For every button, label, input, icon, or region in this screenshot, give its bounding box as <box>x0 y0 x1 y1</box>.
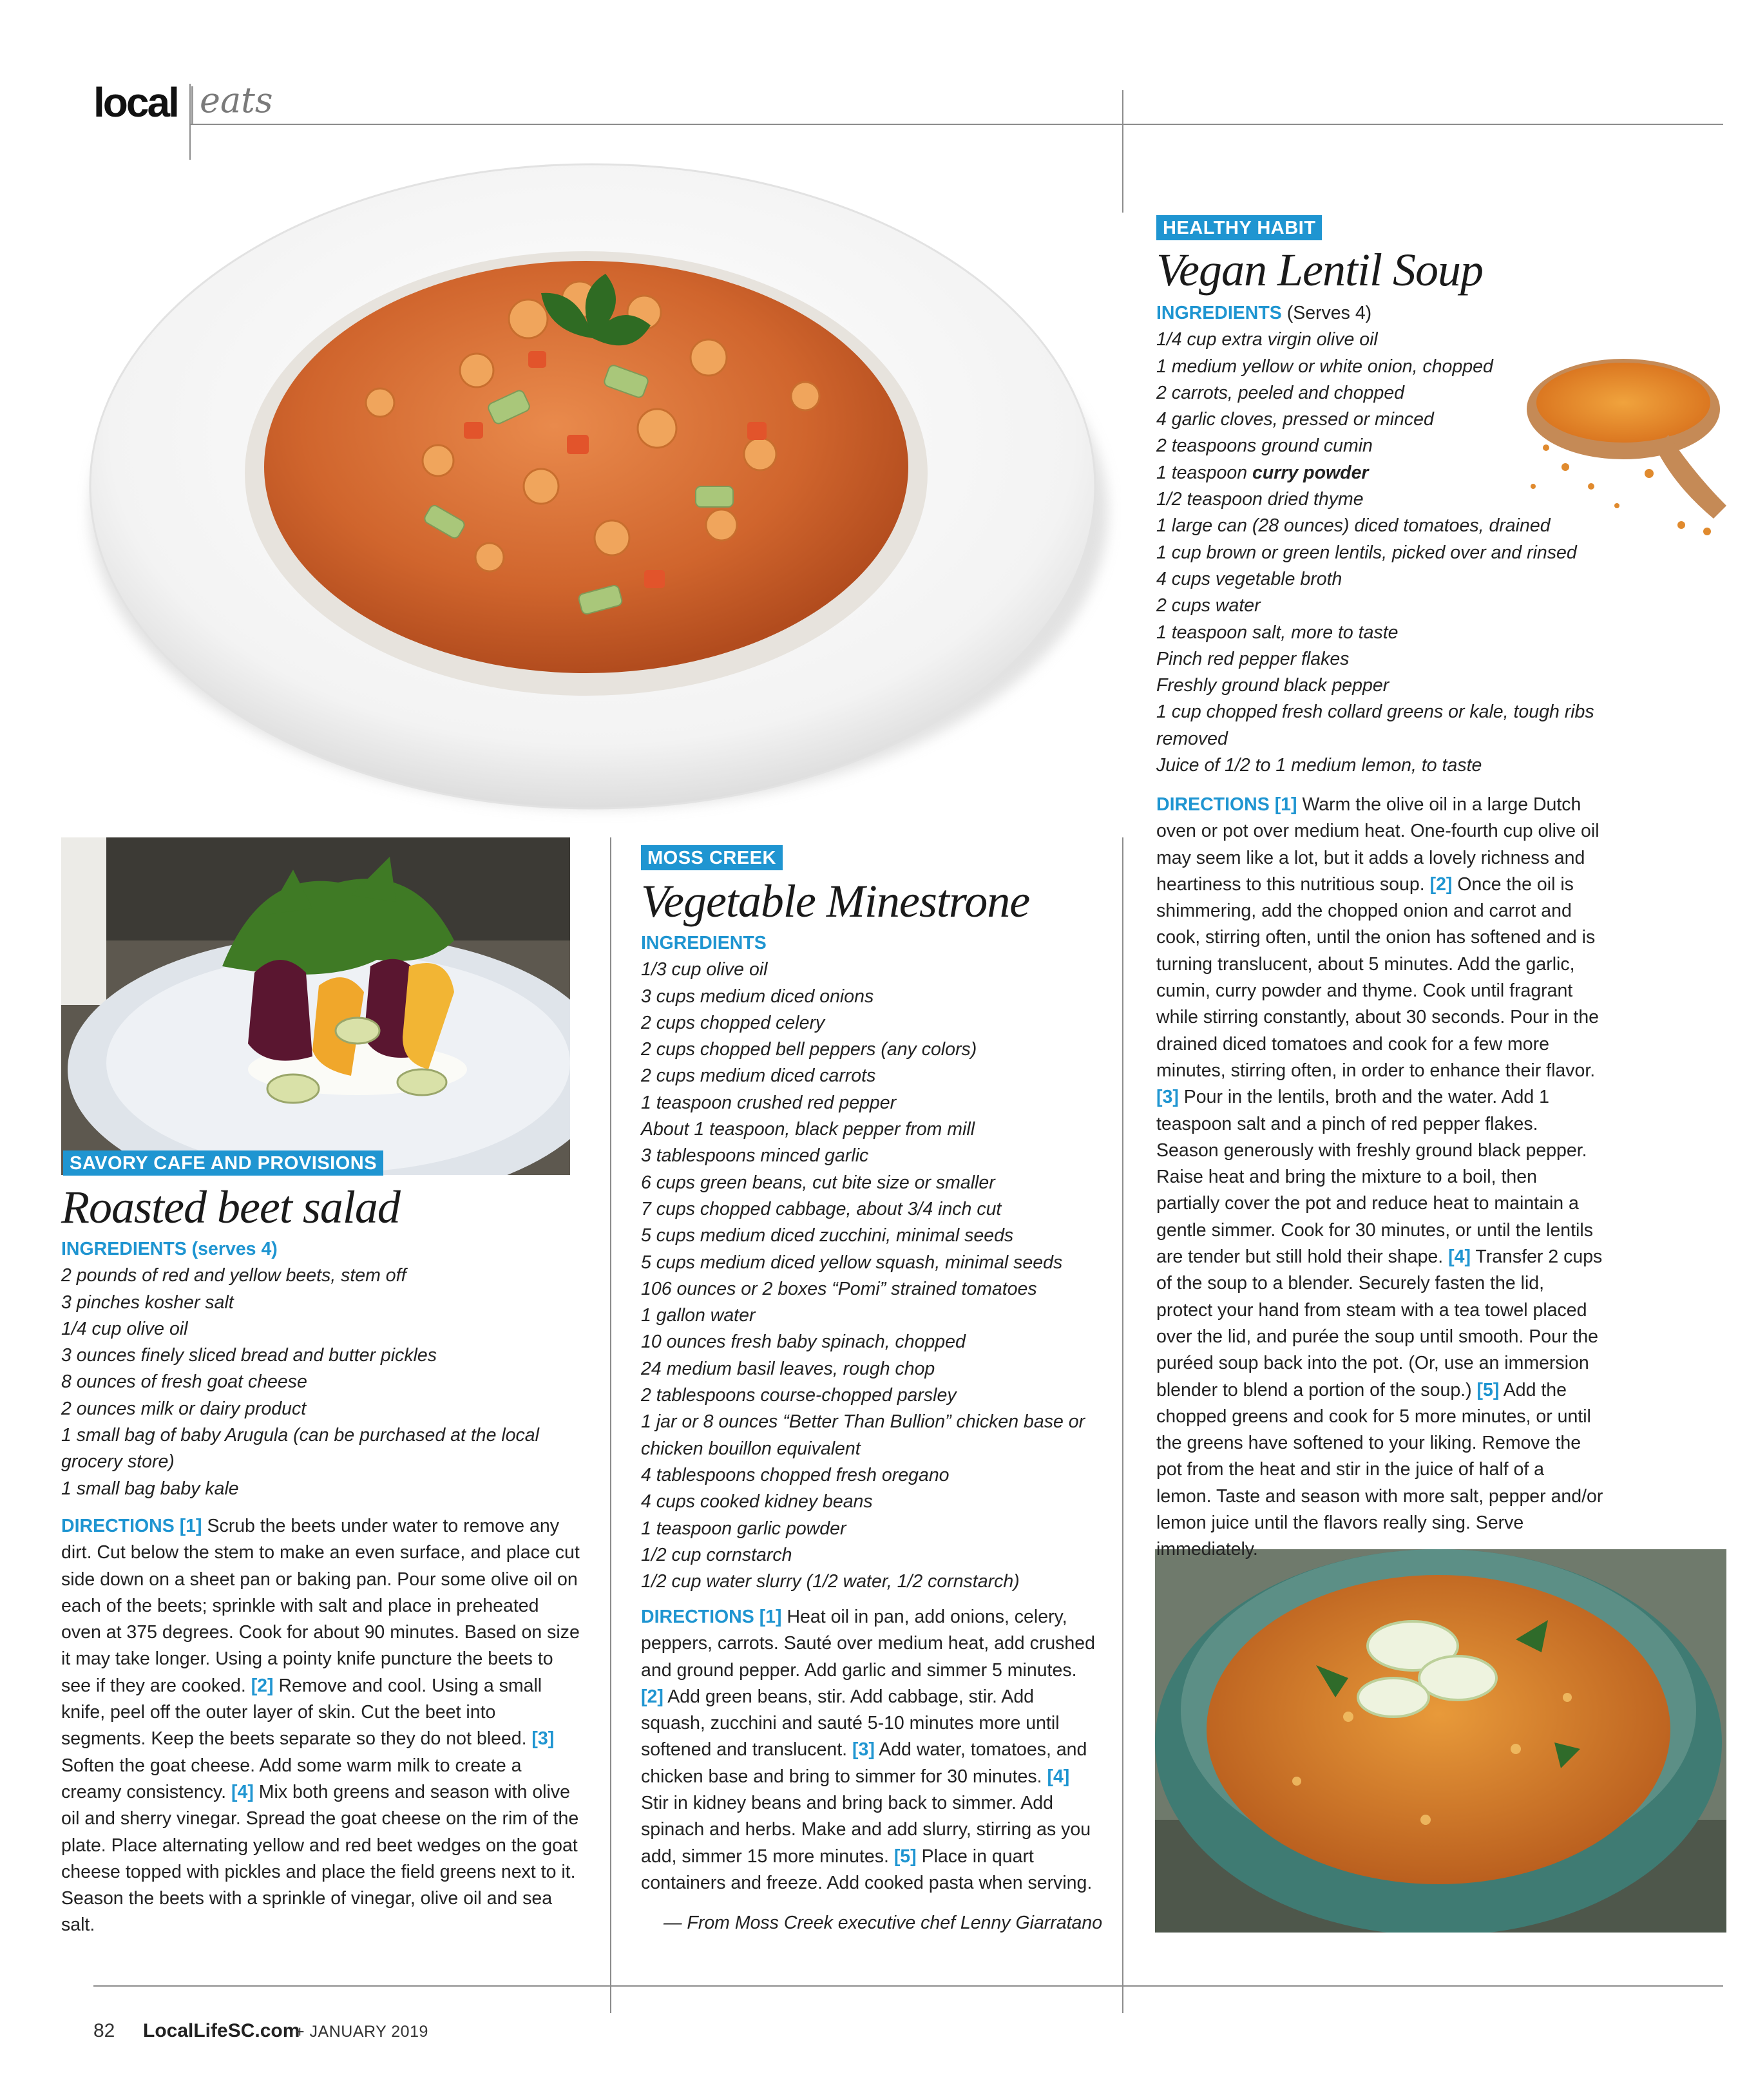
beet-directions <box>61 1513 583 1939</box>
lentil-title: Vegan Lentil Soup <box>1156 244 1483 296</box>
ingredient-item <box>1156 460 1620 486</box>
ingredient-item: 24 medium basil leaves, rough chop <box>641 1358 935 1379</box>
site-name: LocalLifeSC.com <box>143 2020 300 2041</box>
ingredient-item: 5 cups medium diced yellow squash, minimal seeds <box>641 1252 1063 1273</box>
ingredient-item <box>1156 620 1620 646</box>
step-text: Place in quart containers and freeze. Add cooked pasta when serving. <box>641 1846 1093 1893</box>
step-number: [5] <box>893 1846 917 1867</box>
section-label: eats <box>200 80 273 120</box>
ingredient-item: 1 small bag of baby Arugula (can be purchased at the local grocery store) <box>61 1425 539 1473</box>
ingredient-item: 2 ounces milk or dairy product <box>61 1398 307 1419</box>
step-text: Add green beans, stir. Add cabbage, stir. Add squash, zucchini and sauté 5-10 minutes more until softened and translucent. <box>641 1686 1060 1761</box>
ingredient-item <box>1156 327 1620 353</box>
step-text: Transfer 2 cups of the soup to a blender. Securely fasten the lid, protect your hand from steam with a tea towel placed over the lid, and purée the soup until smooth. Pour the puréed soup back into the pot. (Or, use an immersion blender to blend a portion of the soup.) <box>1156 1246 1603 1400</box>
ingredient-item <box>1156 566 1620 593</box>
ingredient-item <box>1156 486 1620 513</box>
lentil-directions <box>1156 792 1604 1563</box>
minestrone-ingredient-list <box>641 957 1092 1595</box>
step-text: Mix both greens and season with olive oil and sherry vinegar. Spread the goat cheese on the rim of the plate. Place alternating yellow and red beet wedges on the goat cheese topped with pickles and place the field greens next to it. Season the beets with a sprinkle of vinegar, olive oil and sea salt. <box>61 1781 579 1936</box>
ingredient-item: 3 tablespoons minced garlic <box>641 1145 869 1167</box>
ingredient-text: 1 cup brown or green lentils, picked over and rinsed <box>1156 542 1577 563</box>
ingredient-item: 2 cups medium diced carrots <box>641 1065 876 1087</box>
step-number: [2] <box>1429 873 1453 895</box>
directions-heading: DIRECTIONS <box>641 1607 754 1627</box>
column-divider-right <box>1122 837 1123 2013</box>
lentil-serves: (Serves 4) <box>1286 303 1372 323</box>
beet-title: Roasted beet salad <box>61 1181 400 1233</box>
ingredient-item: 3 cups medium diced onions <box>641 986 874 1007</box>
ingredient-item: 5 cups medium diced zucchini, minimal seeds <box>641 1225 1014 1246</box>
step-number: [3] <box>852 1739 875 1761</box>
ingredient-highlight: curry powder <box>1252 462 1369 483</box>
ingredient-item: 1/3 cup olive oil <box>641 959 768 980</box>
ingredient-item: 8 ounces of fresh goat cheese <box>61 1371 307 1393</box>
ingredient-item: 4 cups cooked kidney beans <box>641 1491 873 1513</box>
page-number: 82 <box>93 2020 115 2041</box>
ingredient-item <box>1156 433 1620 459</box>
ingredient-item: 2 cups chopped celery <box>641 1012 825 1033</box>
step-number: [4] <box>231 1781 254 1802</box>
step-number: [4] <box>1047 1766 1070 1787</box>
ingredient-text: 1/4 cup extra virgin olive oil <box>1156 329 1378 350</box>
step-number: [1] <box>759 1607 782 1627</box>
ingredient-text: 1/2 teaspoon dried thyme <box>1156 489 1364 510</box>
ingredient-item: 6 cups green beans, cut bite size or smaller <box>641 1172 995 1193</box>
step-text: Once the oil is shimmering, add the chopped onion and carrot and cook, stirring often, until the onion has softened and is turning translucent, about 5 minutes. Add the garlic, cumin, curry powder and thyme. Cook until fragrant while stirring constantly, about 30 seconds. Pour in the drained diced tomatoes and cook for a few more minutes, stirring often, in order to enhance their flavor. <box>1156 873 1600 1081</box>
minestrone-source-tag: MOSS CREEK <box>641 845 783 870</box>
ingredient-text: 1 medium yellow or white onion, chopped <box>1156 356 1493 377</box>
ingredient-item: 2 pounds of red and yellow beets, stem off <box>61 1265 406 1286</box>
ingredient-item: 1/4 cup olive oil <box>61 1318 188 1339</box>
beet-ingredient-list <box>61 1263 583 1502</box>
minestrone-credit: — From Moss Creek executive chef Lenny Giarratano <box>664 1913 1103 1933</box>
ingredient-text: 4 garlic cloves, pressed or minced <box>1156 409 1434 430</box>
brand-divider <box>191 86 193 125</box>
step-text: Add water, tomatoes, and chicken base and bring to simmer for 30 minutes. <box>641 1739 1087 1787</box>
beet-ingredients-heading: INGREDIENTS (serves 4) <box>61 1239 278 1259</box>
ingredient-item: 1 jar or 8 ounces “Better Than Bullion” chicken base or chicken bouillon equivalent <box>641 1411 1085 1459</box>
ingredient-item: 1 small bag baby kale <box>61 1478 239 1499</box>
ingredient-item <box>1156 380 1620 406</box>
ingredient-item: 1/2 cup cornstarch <box>641 1544 792 1565</box>
ingredient-item: 3 ounces finely sliced bread and butter pickles <box>61 1345 437 1366</box>
lentil-ingredients <box>1156 300 1620 779</box>
step-number: [1] <box>179 1516 202 1536</box>
ingredient-item: 1/2 cup water slurry (1/2 water, 1/2 cornstarch) <box>641 1571 1020 1592</box>
minestrone-title: Vegetable Minestrone <box>641 875 1030 927</box>
ingredient-item <box>1156 354 1620 380</box>
ingredient-text: 1 teaspoon <box>1156 462 1252 483</box>
ingredient-item: About 1 teaspoon, black pepper from mill <box>641 1119 975 1140</box>
ingredient-item: 106 ounces or 2 boxes “Pomi” strained tomatoes <box>641 1278 1037 1299</box>
ingredient-text: Freshly ground black pepper <box>1156 675 1389 696</box>
beet-salad-photo <box>61 837 570 1175</box>
step-text: Remove and cool. Using a small knife, peel off the outer layer of skin. Cut the beet into segments. Keep the beets separate so they do not bleed. <box>61 1675 542 1750</box>
ingredient-text: 2 teaspoons ground cumin <box>1156 435 1373 457</box>
ingredient-text: Pinch red pepper flakes <box>1156 648 1350 669</box>
minestrone-ingredients <box>641 930 1092 1595</box>
step-text: Soften the goat cheese. Add some warm milk to create a creamy consistency. <box>61 1755 522 1802</box>
ingredient-item: 1 teaspoon crushed red pepper <box>641 1092 897 1113</box>
ingredient-item: 10 ounces fresh baby spinach, chopped <box>641 1332 966 1353</box>
ingredient-item: 3 pinches kosher salt <box>61 1292 234 1313</box>
step-text: Stir in kidney beans and bring back to simmer. Add spinach and herbs. Make and add slurry, stirring as you add, simmer 15 more minutes. <box>641 1793 1091 1867</box>
ingredient-item <box>1156 513 1620 539</box>
ingredient-text: 2 cups water <box>1156 595 1261 616</box>
ingredient-text: Juice of 1/2 to 1 medium lemon, to taste <box>1156 755 1482 776</box>
ingredient-item: 4 tablespoons chopped fresh oregano <box>641 1464 950 1485</box>
step-number: [2] <box>641 1686 664 1707</box>
ingredient-text: 1 cup chopped fresh collard greens or kale, tough ribs removed <box>1156 702 1594 749</box>
column-divider-top <box>1122 90 1123 213</box>
minestrone-ingredients-heading: INGREDIENTS <box>641 933 767 953</box>
beet-ingredients <box>61 1236 583 1502</box>
ingredient-item <box>1156 540 1620 566</box>
ingredient-text: 4 cups vegetable broth <box>1156 568 1342 589</box>
step-number: [2] <box>251 1675 274 1696</box>
lentil-soup-photo <box>1155 1549 1726 1933</box>
minestrone-soup-photo <box>77 126 1121 837</box>
ingredient-text: 2 carrots, peeled and chopped <box>1156 382 1405 403</box>
directions-heading: DIRECTIONS <box>1156 794 1270 815</box>
header-rule <box>190 124 1723 125</box>
ingredient-item: 2 cups chopped bell peppers (any colors) <box>641 1039 977 1060</box>
ingredient-text: 1 large can (28 ounces) diced tomatoes, drained <box>1156 515 1551 537</box>
column-divider-left <box>610 837 611 2013</box>
ingredient-item: 1 teaspoon garlic powder <box>641 1518 846 1539</box>
ingredient-item <box>1156 752 1620 779</box>
step-number: [3] <box>531 1728 555 1750</box>
ingredient-text: 1 teaspoon salt, more to taste <box>1156 622 1399 643</box>
ingredient-item: 1 gallon water <box>641 1305 756 1326</box>
ingredient-item <box>1156 699 1620 752</box>
step-text: Warm the olive oil in a large Dutch oven or pot over medium heat. One-fourth cup olive oil may seem like a lot, but it adds a lovely richness and heartiness to this nutritious soup. <box>1156 794 1600 895</box>
ingredient-item <box>1156 673 1620 699</box>
step-text: Heat oil in pan, add onions, celery, peppers, carrots. Sauté over medium heat, add crushed and ground pepper. Add garlic and simmer 5 minutes. <box>641 1607 1095 1681</box>
step-text: Pour in the lentils, broth and the water. Add 1 teaspoon salt and a pinch of red pepper flakes. Season generously with freshly ground black pepper. Raise heat and bring the mixture to a boil, then partially cover the pot and reduce heat to maintain a gentle simmer. Cook for 30 minutes, or until the lentils are tender but still hold their shape. <box>1156 1087 1593 1268</box>
lentil-ingredient-list <box>1156 327 1620 779</box>
step-number: [1] <box>1274 794 1297 815</box>
footer-rule <box>93 1985 1723 1987</box>
ingredient-item <box>1156 646 1620 673</box>
minestrone-directions <box>641 1604 1102 1896</box>
ingredient-item <box>1156 593 1620 619</box>
lentil-ingredients-heading: INGREDIENTS <box>1156 303 1282 323</box>
ingredient-item: 2 tablespoons course-chopped parsley <box>641 1385 957 1406</box>
step-number: [5] <box>1476 1379 1500 1400</box>
step-text: Add the chopped greens and cook for 5 more minutes, or until the greens have softened to your liking. Remove the pot from the heat and stir in the juice of half of a lemon. Taste and season with more salt, pepper and/or lemon juice until the flavors really sing. Serve immediately. <box>1156 1379 1603 1560</box>
step-number: [3] <box>1156 1087 1179 1108</box>
ingredient-item <box>1156 406 1620 433</box>
lentil-source-tag: HEALTHY HABIT <box>1156 215 1322 240</box>
beet-source-tag: SAVORY CAFE AND PROVISIONS <box>63 1150 383 1176</box>
step-number: [4] <box>1448 1246 1471 1268</box>
directions-heading: DIRECTIONS <box>61 1516 175 1536</box>
step-text: Scrub the beets under water to remove any dirt. Cut below the stem to make an even surface, and place cut side down on a sheet pan or baking pan. Pour some olive oil on each of the beets; sprinkle with salt and place in preheated oven at 375 degrees. Cook for about 90 minutes. Based on size it may take longer. Using a pointy knife puncture the beets to see if they are cooked. <box>61 1516 580 1696</box>
issue-date: + JANUARY 2019 <box>295 2023 428 2041</box>
ingredient-item: 7 cups chopped cabbage, about 3/4 inch cut <box>641 1198 1002 1219</box>
brand-logo: local <box>93 79 178 126</box>
